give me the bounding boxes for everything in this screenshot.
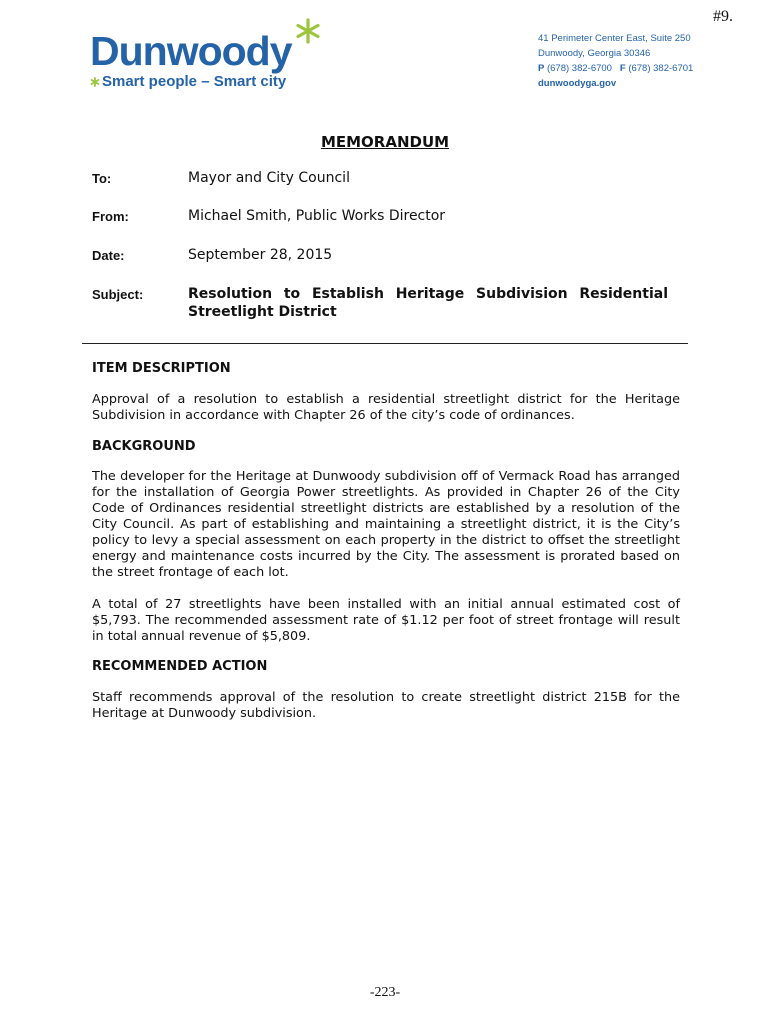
contact-line bbox=[538, 61, 693, 76]
item-description-text: Approval of a resolution to establish a residential streetlight district for the Heritage Subdivision in accordance with Chapter 26 of the city’s code of ordinances. bbox=[92, 392, 680, 423]
small-star-icon bbox=[90, 77, 100, 87]
logo-wordmark: Dunwoody bbox=[90, 28, 292, 74]
dunwoody-logo bbox=[90, 18, 330, 94]
logo-tagline-text: Smart people – Smart city bbox=[102, 73, 287, 90]
star-burst-icon bbox=[295, 18, 321, 44]
fax-number: (678) 382-6701 bbox=[628, 63, 694, 74]
recommended-action-text: Staff recommends approval of the resolution to create streetlight district 215B for the Heritage at Dunwoody subdivision. bbox=[92, 690, 680, 721]
memo-title: MEMORANDUM bbox=[320, 133, 450, 151]
from-label: From: bbox=[92, 209, 129, 224]
background-paragraph-1: The developer for the Heritage at Dunwoody subdivision off of Vermack Road has arranged for the installation of Georgia Power streetlights. As provided in Chapter 26 of the City Code of Ordinances residential streetlight districts are established by a resolution of the City Council. As part of establishing and maintaining a streetlight district, it is the City’s policy to levy a special assessment on each property in the district to offset the streetlight energy and maintenance costs incurred by the City. The assessment is prorated based on the street frontage of each lot. bbox=[92, 469, 680, 580]
to-label: To: bbox=[92, 171, 112, 186]
subject-label: Subject: bbox=[92, 287, 144, 302]
date-value: September 28, 2015 bbox=[188, 247, 333, 263]
from-value: Michael Smith, Public Works Director bbox=[188, 208, 446, 224]
background-paragraph-2: A total of 27 streetlights have been installed with an initial annual estimated cost of $5,793. The recommended assessment rate of $1.12 per foot of street frontage will result in total annual revenue of $5,809. bbox=[92, 597, 680, 644]
address-line-2: Dunwoody, Georgia 30346 bbox=[538, 48, 651, 59]
header-divider bbox=[82, 343, 688, 344]
phone-number: (678) 382-6700 bbox=[546, 63, 612, 74]
address-block bbox=[538, 31, 693, 91]
subject-value: Resolution to Establish Heritage Subdivision Residential Streetlight District bbox=[188, 286, 668, 320]
logo-tagline bbox=[90, 73, 286, 90]
to-value: Mayor and City Council bbox=[188, 170, 350, 186]
item-number: #9. bbox=[713, 8, 733, 25]
page-number: -223- bbox=[369, 985, 401, 1000]
item-description-heading: ITEM DESCRIPTION bbox=[92, 361, 231, 376]
address-line-1: 41 Perimeter Center East, Suite 250 bbox=[538, 33, 691, 44]
fax-label: F bbox=[619, 63, 626, 74]
background-heading: BACKGROUND bbox=[92, 439, 196, 454]
recommended-action-heading: RECOMMENDED ACTION bbox=[92, 659, 268, 674]
website-link[interactable]: dunwoodyga.gov bbox=[538, 78, 617, 89]
phone-label: P bbox=[538, 63, 545, 74]
date-label: Date: bbox=[92, 248, 125, 263]
